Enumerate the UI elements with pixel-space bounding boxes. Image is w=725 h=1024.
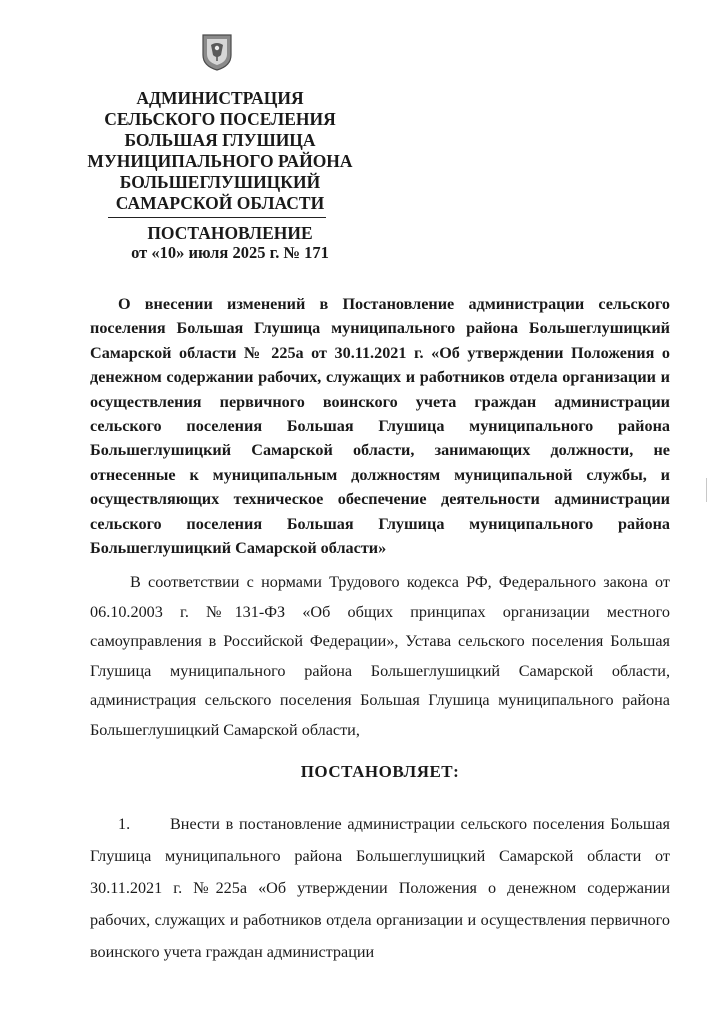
document-type: ПОСТАНОВЛЕНИЕ <box>147 223 313 243</box>
resolve-heading: ПОСТАНОВЛЯЕТ: <box>300 762 460 781</box>
preamble-paragraph: В соответствии с нормами Трудового кодекса РФ, Федерального закона от 06.10.2003 г. №131-ФЗ «Об общих принципах организации местного самоуправления в Российской Федерации», Устава сельского поселения Большая Глушица муниципального района Большеглушицкий Самарской области, администрация сельского поселения Большая Глушица муниципального района Большеглушицкий Самарской области, <box>90 573 670 739</box>
scan-artifact <box>706 478 707 502</box>
header-line: АДМИНИСТРАЦИЯ <box>136 88 304 108</box>
item-number: 1. <box>118 815 131 833</box>
header-line: МУНИЦИПАЛЬНОГО РАЙОНА <box>87 151 353 171</box>
header-line: СЕЛЬСКОГО ПОСЕЛЕНИЯ <box>104 109 336 129</box>
document-title: О внесении изменений в Постановление администрации сельского поселения Большая Глушица муниципального района Большеглушицкий Самарской области № 225а от 30.11.2021 г. «Об утверждении Положения о денежном содержании рабочих, служащих и работников отдела организации и осуществления первичного воинского учета граждан администрации сельского поселения Большая Глушица муниципального района Большеглушицкий Самарской области, занимающих должности, не отнесенные к муниципальным должностям муниципальной службы, и осуществляющих техническое обеспечение деятельности администрации сельского поселения Большая Глушица муниципального района Большеглушицкий Самарской области» <box>90 295 670 558</box>
document-date-number: от «10» июля 2025 г. № 171 <box>131 243 329 262</box>
header-divider <box>108 217 326 218</box>
header-line: БОЛЬШАЯ ГЛУШИЦА <box>124 130 316 150</box>
organization-header <box>80 88 360 214</box>
header-line: БОЛЬШЕГЛУШИЦКИЙ <box>119 172 321 192</box>
item-text: Внести в постановление администрации сельского поселения Большая Глушица муниципального района Большеглушицкий Самарской области от 30.11.2021 г. №225а «Об утверждении Положения о денежном содержании рабочих, служащих и работников отдела организации и осуществления первичного воинского учета граждан администрации <box>90 815 670 961</box>
coat-of-arms-icon <box>200 33 234 71</box>
header-line: САМАРСКОЙ ОБЛАСТИ <box>115 193 325 213</box>
list-item <box>90 808 670 968</box>
